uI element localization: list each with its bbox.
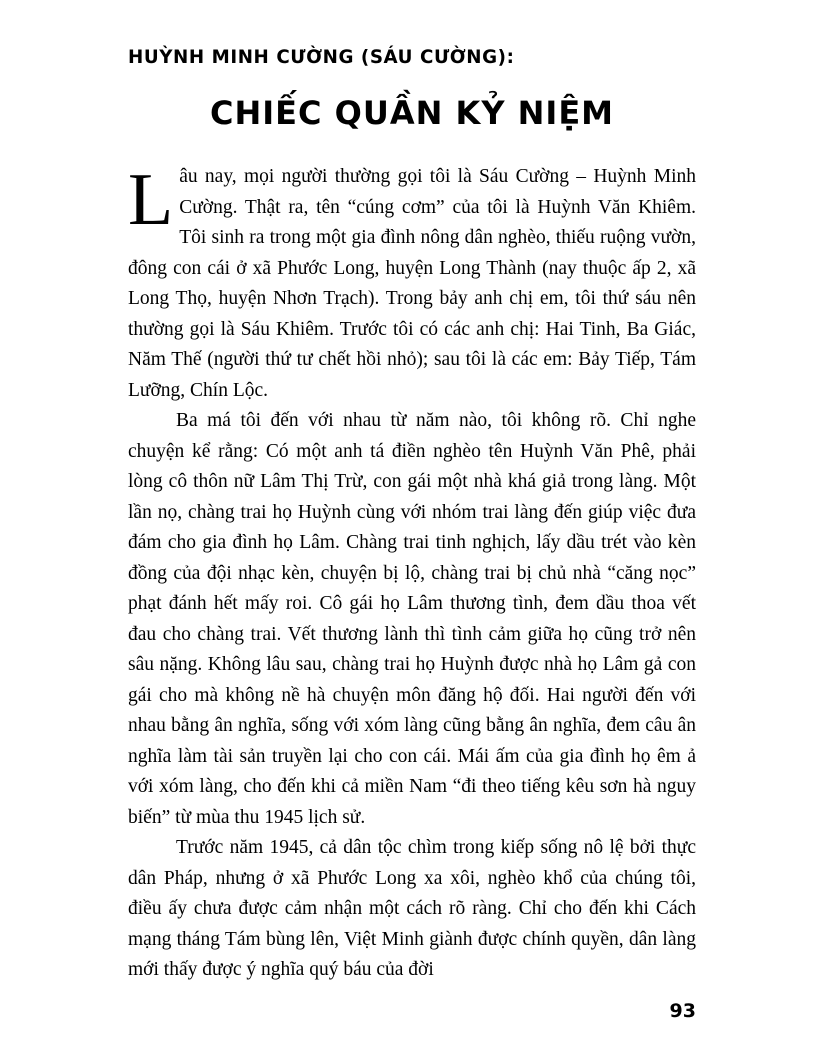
author-heading: HUỲNH MINH CƯỜNG (SÁU CƯỜNG): xyxy=(128,46,515,68)
body-text xyxy=(128,159,696,986)
paragraph-2: Ba má tôi đến với nhau từ năm nào, tôi không rõ. Chỉ nghe chuyện kể rằng: Có một anh tá điền nghèo tên Huỳnh Văn Phê, phải lòng cô thôn nữ Lâm Thị Trừ, con gái một nhà khá giả trong làng. Một lần nọ, chàng trai họ Huỳnh cùng với nhóm trai làng đến giúp việc đưa đám cho gia đình họ Lâm. Chàng trai tinh nghịch, lấy dầu trét vào kèn đồng của đội nhạc kèn, chuyện bị lộ, chàng trai bị chủ nhà “căng nọc” phạt đánh hết mấy roi. Cô gái họ Lâm thương tình, đem dầu thoa vết đau cho chàng trai. Vết thương lành thì tình cảm giữa họ cũng trở nên sâu nặng. Không lâu sau, chàng trai họ Huỳnh được nhà họ Lâm gả con gái cho mà không nề hà chuyện môn đăng hộ đối. Hai người đến với nhau bằng ân nghĩa, sống với xóm làng cũng bằng ân nghĩa, đem câu ân nghĩa làm tài sản truyền lại cho con cái. Mái ấm của gia đình họ êm ả với xóm làng, cho đến khi cả miền Nam “đi theo tiếng kêu sơn hà nguy biến” từ mùa thu 1945 lịch sử. xyxy=(128,410,696,828)
heading-block xyxy=(128,46,696,132)
page-title: CHIẾC QUẦN KỶ NIỆM xyxy=(209,94,615,132)
paragraph-1-text: âu nay, mọi người thường gọi tôi là Sáu Cường – Huỳnh Minh Cường. Thật ra, tên “cúng cơm” của tôi là Huỳnh Văn Khiêm. Tôi sinh ra trong một gia đình nông dân nghèo, thiếu ruộng vườn, đông con cái ở xã Phước Long, huyện Long Thành (nay thuộc ấp 2, xã Long Thọ, huyện Nhơn Trạch). Trong bảy anh chị em, tôi thứ sáu nên thường gọi là Sáu Khiêm. Trước tôi có các anh chị: Hai Tinh, Ba Giác, Năm Thế (người thứ tư chết hồi nhỏ); sau tôi là các em: Bảy Tiếp, Tám Lưỡng, Chín Lộc. xyxy=(128,166,696,401)
paragraph-3: Trước năm 1945, cả dân tộc chìm trong kiếp sống nô lệ bởi thực dân Pháp, nhưng ở xã Phước Long xa xôi, nghèo khổ của chúng tôi, điều ấy chưa được cảm nhận một cách rõ ràng. Chỉ cho đến khi Cách mạng tháng Tám bùng lên, Việt Minh giành được chính quyền, dân làng mới thấy được ý nghĩa quý báu của đời xyxy=(128,837,696,980)
drop-cap: L xyxy=(128,159,174,241)
paragraph-1 xyxy=(128,159,696,406)
page-number: 93 xyxy=(669,1000,696,1022)
